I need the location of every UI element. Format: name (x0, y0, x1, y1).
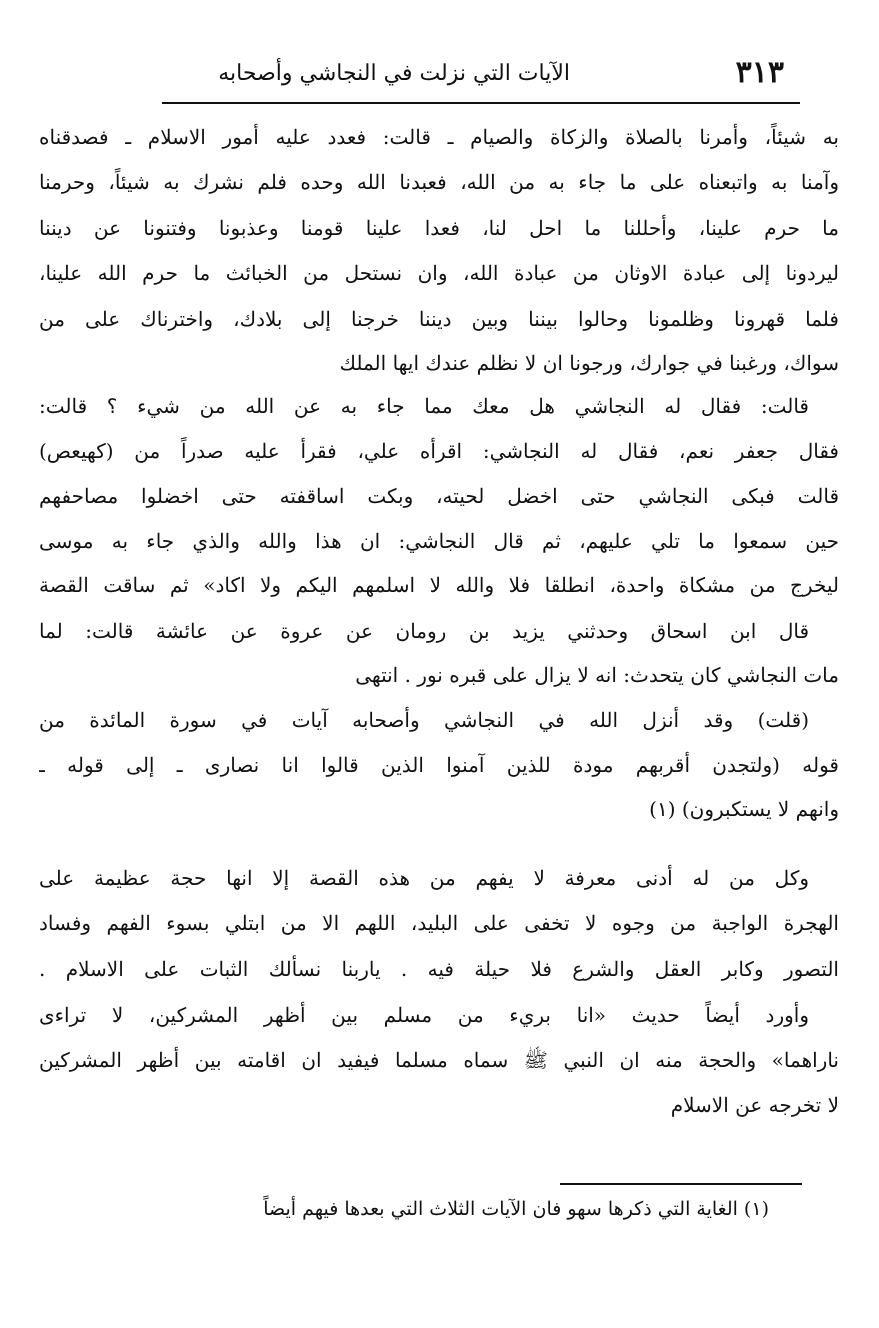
text-line-20: وأورد أيضاً حديث «انا بريء من مسلم بين أظهر المشركين، لا تراءى (39, 1003, 809, 1027)
text-line-4: ليردونا إلى عبادة الاوثان من عبادة الله، وان نستحل من الخبائث ما حرم الله علينا، (39, 261, 839, 285)
text-line-12: قال ابن اسحاق وحدثني يزيد بن رومان عن عروة عن عائشة قالت: لما (39, 619, 809, 643)
text-line-2: وآمنا به واتبعناه على ما جاء به من الله، فعبدنا الله وحده فلم نشرك به شيئاً، وحرمنا (39, 170, 839, 194)
text-line-8: فقال جعفر نعم، فقال له النجاشي: اقرأه علي، فقرأ عليه صدراً من (كهيعص) (39, 439, 839, 463)
text-line-19: التصور وكابر العقل والشرع فلا حيلة فيه . ياربنا نسألك الثبات على الاسلام . (39, 957, 839, 981)
text-line-15: قوله (ولتجدن أقربهم مودة للذين آمنوا الذين قالوا انا نصارى ـ إلى قوله ـ (39, 753, 839, 777)
text-line-14: (قلت) وقد أنزل الله في النجاشي وأصحابه آيات في سورة المائدة من (39, 708, 809, 732)
text-line-22: لا تخرجه عن الاسلام (670, 1093, 839, 1117)
text-line-11: ليخرج من مشكاة واحدة، انطلقا فلا والله لا اسلمهم اليكم ولا اكاد» ثم ساقت القصة (39, 573, 839, 597)
text-line-10: حين سمعوا ما تلي عليهم، ثم قال النجاشي: ان هذا والله والذي جاء به موسى (39, 529, 839, 553)
footnote-rule (560, 1183, 802, 1185)
header-rule (162, 102, 800, 104)
page-header (160, 55, 800, 95)
text-line-9: قالت فبكى النجاشي حتى اخضل لحيته، وبكت اساقفته حتى اخضلوا مصاحفهم (39, 484, 839, 508)
footnote: (١) الغاية التي ذكرها سهو فان الآيات الثلاث التي بعدها فيهم أيضاً (263, 1198, 769, 1220)
text-line-21: ناراهما» والحجة منه ان النبي ﷺ سماه مسلما فيفيد ان اقامته بين أظهر المشركين (39, 1048, 839, 1072)
text-line-1: به شيئاً، وأمرنا بالصلاة والزكاة والصيام ـ قالت: فعدد عليه أمور الاسلام ـ فصدقناه (39, 125, 839, 149)
text-line-13: مات النجاشي كان يتحدث: انه لا يزال على قبره نور . انتهى (355, 663, 839, 687)
text-line-5: فلما قهرونا وظلمونا وحالوا بيننا وبين ديننا خرجنا إلى بلادك، واخترناك على من (39, 307, 839, 331)
text-line-7: قالت: فقال له النجاشي هل معك مما جاء به عن الله من شيء ؟ قالت: (39, 394, 809, 418)
text-line-18: الهجرة الواجبة من وجوه لا تخفى على البليد، اللهم الا من ابتلي بسوء الفهم وفساد (39, 911, 839, 935)
page-number: ٣١٣ (735, 55, 784, 90)
text-line-6: سواك، ورغبنا في جوارك، ورجونا ان لا نظلم عندك ايها الملك (339, 351, 839, 375)
text-line-17: وكل من له أدنى معرفة لا يفهم من هذه القصة إلا انها حجة عظيمة على (39, 866, 809, 890)
text-line-3: ما حرم علينا، وأحللنا ما احل لنا، فعدا علينا قومنا وعذبونا وفتنونا عن ديننا (39, 216, 839, 240)
text-line-16: وانهم لا يستكبرون) (١) (649, 797, 839, 821)
running-title: الآيات التي نزلت في النجاشي وأصحابه (218, 61, 570, 86)
